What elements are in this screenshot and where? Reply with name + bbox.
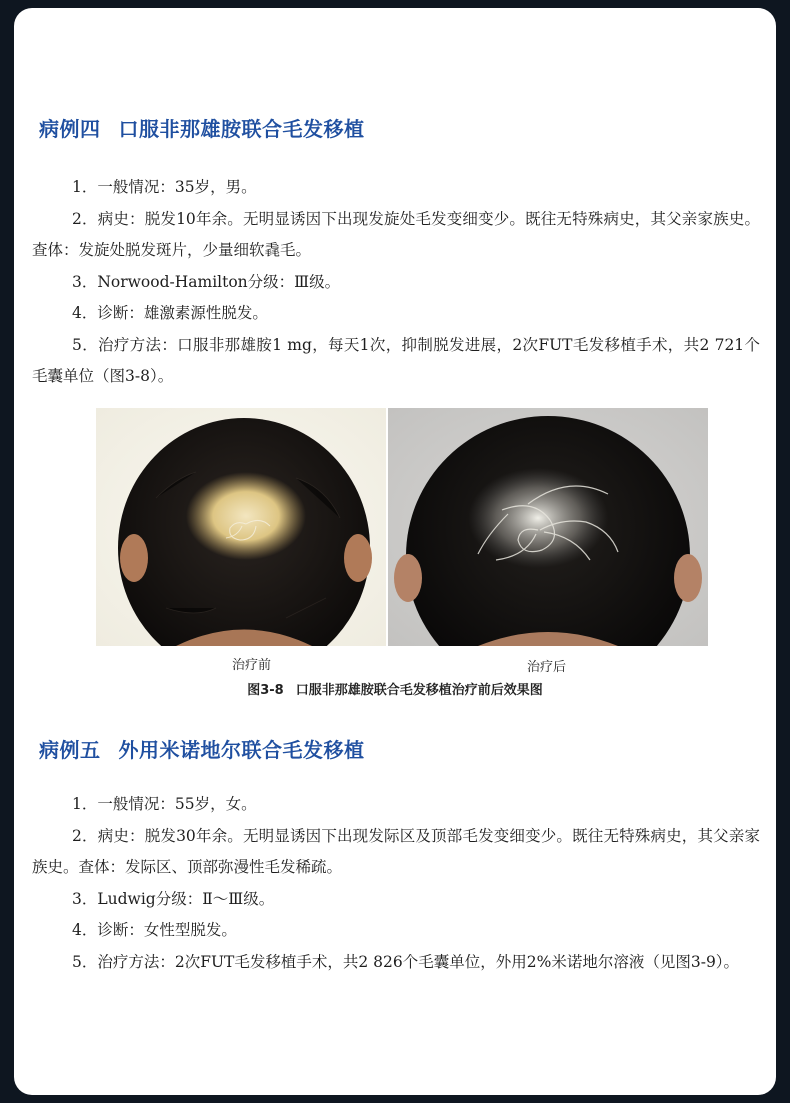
case5-heading-label: 病例五 (39, 738, 101, 762)
case5-heading-text: 外用米诺地尔联合毛发移植 (118, 738, 365, 762)
case5-item-diagnosis: 4．诊断：女性型脱发。 (72, 921, 237, 939)
case4-item-history: 2．病史：脱发10年余。无明显诱因下出现发旋处毛发变细变少。既往无特殊病史，其父亲家族史。查体：发旋处脱发斑片，少量细软毳毛。 (32, 209, 760, 259)
figure-3-8 (96, 408, 708, 646)
figure-caption (14, 679, 776, 698)
photo-after-treatment (388, 408, 708, 646)
figure-caption-text: 口服非那雄胺联合毛发移植治疗前后效果图 (295, 683, 543, 698)
case4-item-grading: 3．Norwood-Hamilton分级：Ⅲ级。 (72, 272, 341, 291)
case4-heading-text: 口服非那雄胺联合毛发移植 (118, 117, 365, 141)
case5-item-history: 2．病史：脱发30年余。无明显诱因下出现发际区及顶部毛发变细变少。既往无特殊病史，其父亲家族史。查体：发际区、顶部弥漫性毛发稀疏。 (32, 826, 760, 876)
case4-item-diagnosis: 4．诊断：雄激素源性脱发。 (72, 304, 268, 322)
case4-item-general: 1．一般情况：35岁，男。 (72, 178, 257, 196)
case4-heading (39, 113, 365, 142)
book-page (14, 8, 776, 1095)
case5-heading (39, 734, 365, 763)
case5-item-grading: 3．Ludwig分级：Ⅱ～Ⅲ级。 (72, 889, 275, 908)
case4-item-treatment: 5．治疗方法：口服非那雄胺1 mg，每天1次，抑制脱发进展，2次FUT毛发移植手术，共2 721个毛囊单位（图3-8）。 (32, 335, 760, 385)
photo-before-treatment (96, 408, 386, 646)
caption-after: 治疗后 (527, 660, 567, 675)
case5-body (32, 789, 760, 978)
caption-before: 治疗前 (232, 658, 272, 673)
figure-caption-number: 图3-8 (247, 683, 284, 698)
case5-item-general: 1．一般情况：55岁，女。 (72, 795, 257, 813)
case5-item-treatment: 5．治疗方法：2次FUT毛发移植手术，共2 826个毛囊单位，外用2%米诺地尔溶液（见图3-9）。 (72, 952, 740, 971)
case4-body (32, 172, 760, 393)
case4-heading-label: 病例四 (39, 117, 101, 141)
